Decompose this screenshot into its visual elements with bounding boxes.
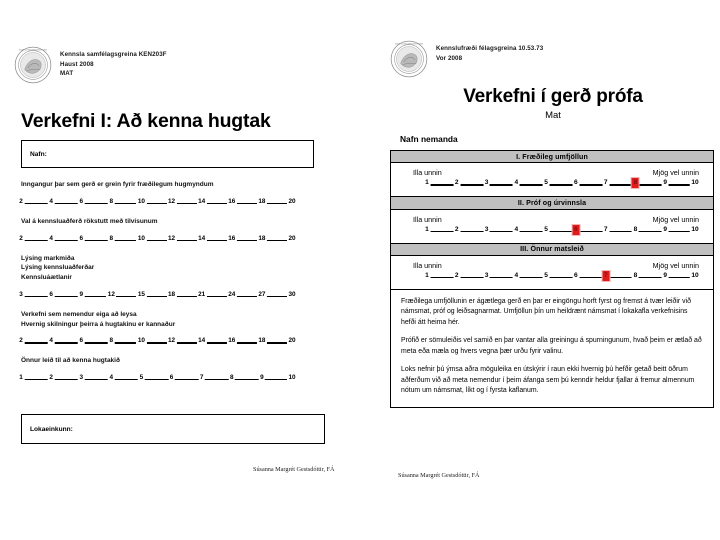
scale-tick-selected[interactable]: 7: [603, 271, 608, 279]
scale-rule: [23, 296, 292, 297]
scale-tick[interactable]: 6: [79, 197, 83, 205]
anchor-low-label: Illa unnin: [413, 214, 442, 224]
right-header-text: [436, 40, 543, 63]
scale-tick[interactable]: 3: [484, 179, 489, 187]
scale-tick[interactable]: 2: [454, 271, 459, 279]
scale-tick[interactable]: 18: [258, 234, 266, 242]
scale-tick[interactable]: 7: [603, 179, 608, 187]
right-document-title: Verkefni í gerð prófa: [463, 86, 643, 107]
criterion-label-line: Hvernig skilningur þeirra á hugtakinu er kannaður: [21, 320, 176, 328]
scale-tick[interactable]: 2: [454, 225, 459, 233]
scale-tick[interactable]: 2: [19, 234, 23, 242]
scale-rule: [23, 342, 292, 343]
anchor-low-label: Illa unnin: [413, 260, 442, 270]
rating-scale[interactable]: [19, 373, 296, 384]
scale-tick[interactable]: 1: [19, 374, 23, 381]
final-grade-field[interactable]: [21, 414, 325, 444]
anchor-low-label: Illa unnin: [413, 168, 442, 178]
rating-scale[interactable]: [19, 290, 296, 301]
scale-tick[interactable]: 4: [514, 179, 519, 187]
scale-tick[interactable]: 9: [663, 179, 668, 187]
scale-tick[interactable]: 8: [109, 234, 114, 242]
scale-tick[interactable]: 3: [484, 271, 489, 279]
scale-tick[interactable]: 9: [260, 374, 264, 381]
criterion-label: [21, 356, 354, 366]
rating-scale[interactable]: [19, 336, 296, 347]
university-seal-icon: [390, 40, 428, 78]
scale-tick[interactable]: 8: [229, 374, 234, 381]
scale-tick-selected[interactable]: 8: [633, 179, 638, 187]
scale-tick[interactable]: 4: [49, 337, 53, 345]
scale-rule: [23, 240, 292, 241]
svg-text:SIGILLUM UNIVERSITATIS: SIGILLUM UNIVERSITATIS: [19, 49, 47, 52]
left-header-line3: MAT: [60, 70, 74, 78]
scale-tick[interactable]: 4: [514, 225, 519, 233]
scale-tick[interactable]: 12: [107, 290, 115, 298]
criterion-label-line: Lýsing kennsluaðferðar: [21, 264, 95, 272]
comments-box: [390, 289, 714, 408]
criterion-label: [21, 254, 354, 283]
scale-tick[interactable]: 3: [484, 225, 489, 233]
name-field-label: Nafn:: [30, 150, 47, 158]
scale-tick[interactable]: 8: [109, 197, 114, 205]
criterion-label-line: Lýsing markmiða: [21, 254, 75, 262]
scale-tick[interactable]: 6: [574, 271, 578, 279]
scale-rule: [427, 277, 695, 278]
anchor-high-label: Mjög vel unnin: [652, 260, 699, 270]
scale-tick[interactable]: 1: [425, 225, 429, 233]
rating-scale[interactable]: [425, 225, 699, 236]
section-body: [391, 163, 713, 196]
scale-rule: [427, 184, 695, 185]
criterion-label-line: Önnur leið til að kenna hugtakið: [21, 357, 120, 365]
scale-tick[interactable]: 4: [49, 197, 53, 205]
scale-tick[interactable]: 16: [228, 197, 236, 205]
scale-tick[interactable]: 2: [19, 337, 23, 345]
section-body: [391, 210, 713, 243]
rating-scale[interactable]: [19, 234, 296, 245]
left-document-header: [14, 46, 354, 84]
rating-scale[interactable]: [425, 178, 699, 189]
scale-tick[interactable]: 8: [633, 271, 638, 279]
criterion-block: [21, 356, 354, 384]
left-criteria-list: [14, 180, 354, 384]
rating-scale[interactable]: [425, 271, 699, 282]
scale-tick[interactable]: 30: [288, 290, 296, 298]
scale-tick[interactable]: 4: [109, 374, 114, 381]
anchor-high-label: Mjög vel unnin: [652, 168, 699, 178]
scale-tick[interactable]: 9: [663, 225, 668, 233]
scale-tick[interactable]: 14: [198, 197, 206, 205]
scale-anchors: [413, 261, 699, 271]
scale-anchors: [413, 168, 699, 178]
scale-tick[interactable]: 7: [603, 225, 608, 233]
rating-scale[interactable]: [19, 197, 296, 208]
scale-tick[interactable]: 4: [514, 271, 519, 279]
left-header-line2: Haust 2008: [60, 60, 94, 68]
scale-tick[interactable]: 12: [167, 197, 176, 205]
scale-tick[interactable]: 10: [691, 225, 699, 233]
scale-tick[interactable]: 3: [79, 374, 83, 381]
criterion-label: [21, 217, 354, 227]
left-header-text: [60, 46, 167, 79]
scale-tick[interactable]: 6: [49, 290, 53, 298]
scale-tick[interactable]: 6: [79, 337, 83, 345]
right-document-subtitle: Mat: [545, 110, 561, 121]
scale-tick-selected[interactable]: 6: [574, 225, 578, 233]
criterion-label-line: Inngangur þar sem gerð er grein fyrir fræðilegum hugmyndum: [21, 181, 214, 188]
name-field[interactable]: [21, 140, 314, 168]
comment-paragraph: Prófið er sömuleiðis vel samið en þar vantar alla greiningu á spurningunum, hvað þeim er ætlað að meta eða mæla og hvers vegna þær urðu fyrir valinu.: [401, 337, 702, 355]
scale-tick[interactable]: 10: [288, 374, 296, 381]
scale-tick[interactable]: 2: [49, 374, 53, 381]
scale-tick[interactable]: 8: [633, 225, 638, 233]
scale-rule: [427, 231, 695, 232]
left-document-footer: Súsanna Margrét Gestsdóttir, FÁ: [253, 466, 335, 473]
scale-tick[interactable]: 20: [288, 234, 296, 242]
svg-text:SIGILLUM UNIVERSITATIS: SIGILLUM UNIVERSITATIS: [395, 43, 423, 46]
scale-tick[interactable]: 6: [574, 179, 578, 187]
section-body: [391, 256, 713, 289]
criterion-label-line: Verkefni sem nemendur eiga að leysa: [21, 310, 137, 318]
section-heading: II. Próf og úrvinnsla: [391, 196, 713, 209]
section-heading: I. Fræðileg umfjöllun: [391, 151, 713, 163]
right-header-line2: Vor 2008: [436, 54, 463, 62]
scale-tick[interactable]: 21: [198, 290, 206, 298]
scale-tick[interactable]: 15: [137, 290, 145, 298]
scale-tick[interactable]: 18: [258, 197, 266, 205]
scale-rule: [23, 379, 292, 380]
criterion-label: [21, 180, 354, 190]
scale-tick[interactable]: 5: [544, 179, 548, 187]
scale-tick[interactable]: 18: [258, 337, 266, 345]
scale-tick[interactable]: 5: [544, 271, 548, 279]
scale-tick[interactable]: 10: [137, 337, 145, 345]
evaluation-table: [390, 150, 714, 289]
right-document-title-block: [390, 86, 716, 121]
scale-tick[interactable]: 5: [139, 374, 144, 381]
comment-paragraph: Loks nefnir þú ýmsa aðra möguleika en útskýrir í raun ekki hvernig þú hefðir getað beitt öðrum aðferðum við að meta nemendur í þeim áfanga sem þú kenndir heldur fjallar á fremur almennum nótum um námsmat, líkt og í fyrsta kaflanum.: [401, 366, 695, 395]
scale-tick[interactable]: 1: [425, 179, 429, 187]
scale-tick[interactable]: 7: [199, 374, 204, 381]
scale-tick[interactable]: 24: [228, 290, 236, 298]
scale-tick[interactable]: 12: [167, 234, 176, 242]
scale-tick[interactable]: 10: [137, 234, 145, 242]
left-header-line1: Kennsla samfélagsgreina KEN203F: [60, 51, 167, 58]
criterion-block: [21, 310, 354, 348]
scale-tick[interactable]: 2: [454, 179, 459, 187]
scale-tick[interactable]: 4: [49, 234, 53, 242]
scale-tick[interactable]: 9: [79, 290, 83, 298]
scale-tick[interactable]: 20: [288, 337, 296, 345]
scale-tick[interactable]: 2: [19, 197, 23, 205]
university-seal-icon: [14, 46, 52, 84]
criterion-block: [21, 217, 354, 245]
comment-paragraph: Fræðilega umfjöllunin er ágætlega gerð en þar er eingöngu horft fyrst og fremst á tvær leiðir við námsmat, próf og leiðsagnarmat. Umfjöllun þín um heildrænt námsmat í lokakafla verkefnisins hefði átt heima hér.: [401, 297, 691, 326]
left-document: [14, 46, 354, 496]
scale-tick[interactable]: 18: [167, 290, 176, 298]
left-document-title: Verkefni I: Að kenna hugtak: [21, 110, 271, 132]
section-heading: III. Önnur matsleið: [391, 243, 713, 256]
scale-rule: [23, 203, 292, 204]
scale-tick[interactable]: 16: [228, 234, 236, 242]
anchor-high-label: Mjög vel unnin: [652, 214, 699, 224]
right-document-footer: Súsanna Margrét Gestsdóttir, FÁ: [398, 472, 480, 479]
right-header-line1: Kennslufræði félagsgreina 10.53.73: [436, 45, 544, 52]
student-name-label: Nafn nemanda: [400, 134, 458, 144]
scale-tick[interactable]: 3: [19, 290, 23, 298]
scale-tick[interactable]: 20: [288, 197, 296, 205]
scale-anchors: [413, 215, 699, 225]
right-document-header: [390, 40, 716, 78]
scale-tick[interactable]: 27: [258, 290, 266, 298]
criterion-label-line: Kennsluáætlanir: [21, 274, 72, 281]
scale-tick[interactable]: 6: [79, 234, 83, 242]
right-document: [390, 40, 716, 495]
final-grade-label: Lokaeinkunn:: [30, 425, 73, 433]
scale-tick[interactable]: 8: [109, 337, 114, 345]
scale-tick[interactable]: 9: [663, 271, 668, 279]
scale-tick[interactable]: 14: [198, 337, 206, 345]
scale-tick[interactable]: 12: [167, 337, 176, 345]
scale-tick[interactable]: 6: [169, 374, 174, 381]
scale-tick[interactable]: 1: [425, 271, 429, 279]
scale-tick[interactable]: 14: [198, 234, 206, 242]
scale-tick[interactable]: 10: [691, 271, 699, 279]
criterion-block: [21, 254, 354, 301]
criterion-block: [21, 180, 354, 208]
criterion-label: [21, 310, 354, 330]
scale-tick[interactable]: 16: [228, 337, 236, 345]
scale-tick[interactable]: 10: [691, 179, 699, 187]
scale-tick[interactable]: 5: [544, 225, 548, 233]
criterion-label-line: Val á kennsluaðferð rökstutt með tilvísunum: [21, 217, 158, 225]
scale-tick[interactable]: 10: [137, 197, 145, 205]
